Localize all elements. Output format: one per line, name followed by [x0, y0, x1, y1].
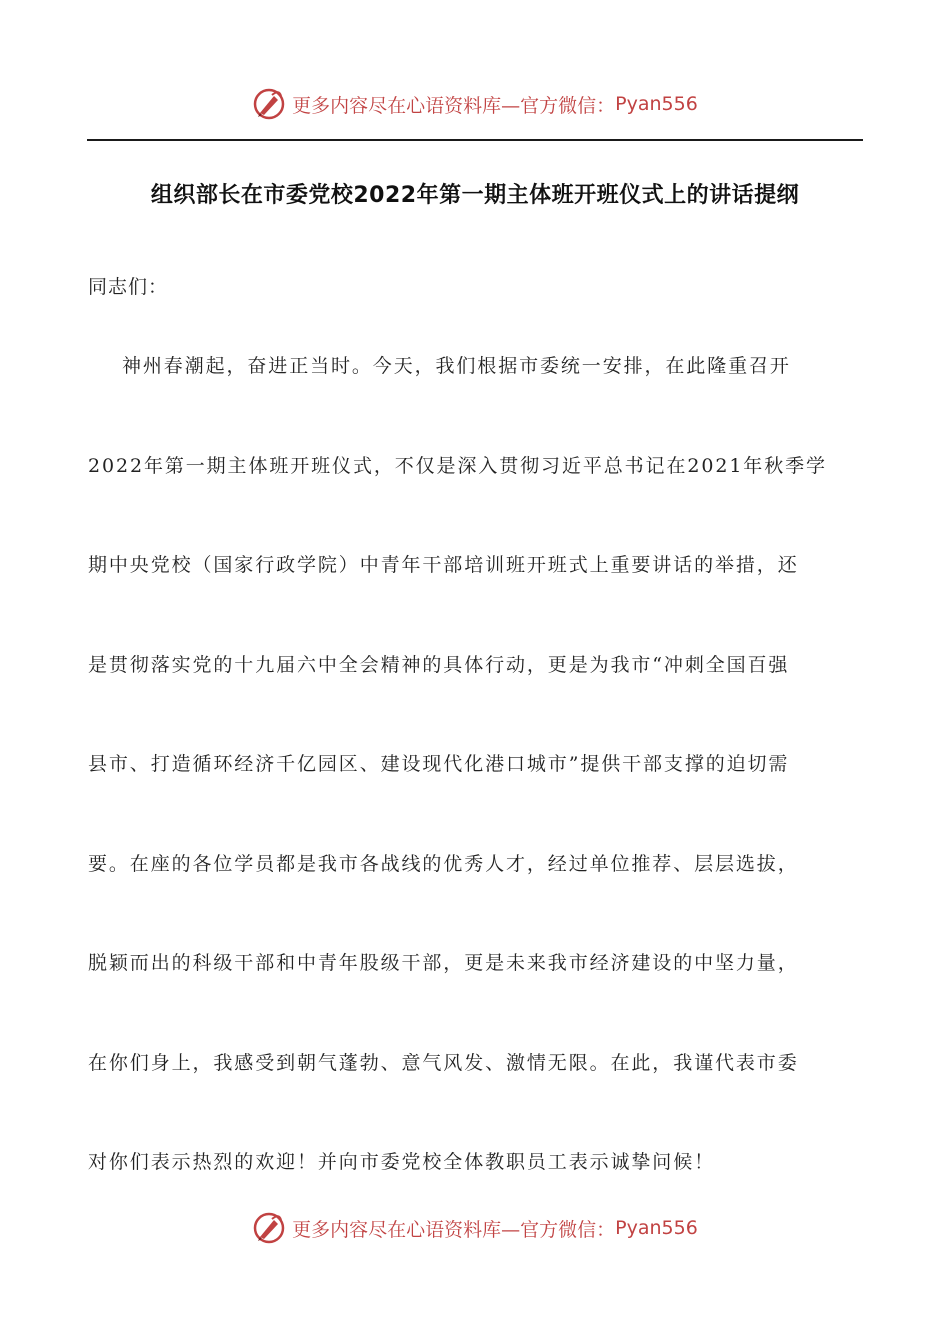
paragraph-line: 在你们身上，我感受到朝气蓬勃、意气风发、激情无限。在此，我谨代表市委 — [88, 1052, 799, 1074]
header-wechat-id: Pyan556 — [615, 93, 698, 115]
footer-wechat-id: Pyan556 — [615, 1217, 698, 1239]
paragraph-line: 2022年第一期主体班开班仪式，不仅是深入贯彻习近平总书记在2021年秋季学 — [88, 455, 827, 477]
paragraph-line: 县市、打造循环经济千亿园区、建设现代化港口城市”提供干部支撑的迫切需 — [88, 753, 790, 775]
paragraph-line: 神州春潮起，奋进正当时。今天，我们根据市委统一安排，在此隆重召开 — [122, 355, 791, 377]
salutation: 同志们： — [88, 276, 169, 298]
header-brand-text: 更多内容尽在心语资料库—官方微信： — [292, 94, 616, 117]
paragraph-line: 要。在座的各位学员都是我市各战线的优秀人才，经过单位推荐、层层选拔， — [88, 853, 799, 875]
paragraph-line: 对你们表示热烈的欢迎！并向市委党校全体教职员工表示诚挚问候！ — [88, 1151, 716, 1173]
paragraph-line: 脱颖而出的科级干部和中青年股级干部，更是未来我市经济建设的中坚力量， — [88, 952, 799, 974]
footer-brand-text: 更多内容尽在心语资料库—官方微信： — [292, 1218, 616, 1241]
header-divider — [87, 139, 863, 141]
paragraph-line: 期中央党校（国家行政学院）中青年干部培训班开班式上重要讲话的举措，还 — [88, 554, 799, 576]
header-brand — [0, 84, 950, 124]
document-title: 组织部长在市委党校2022年第一期主体班开班仪式上的讲话提纲 — [150, 183, 800, 208]
brand-logo-icon — [252, 1211, 286, 1245]
paragraph-line: 是贯彻落实党的十九届六中全会精神的具体行动，更是为我市“冲刺全国百强 — [88, 654, 790, 676]
footer-brand — [0, 1208, 950, 1248]
brand-logo-icon — [252, 87, 286, 121]
